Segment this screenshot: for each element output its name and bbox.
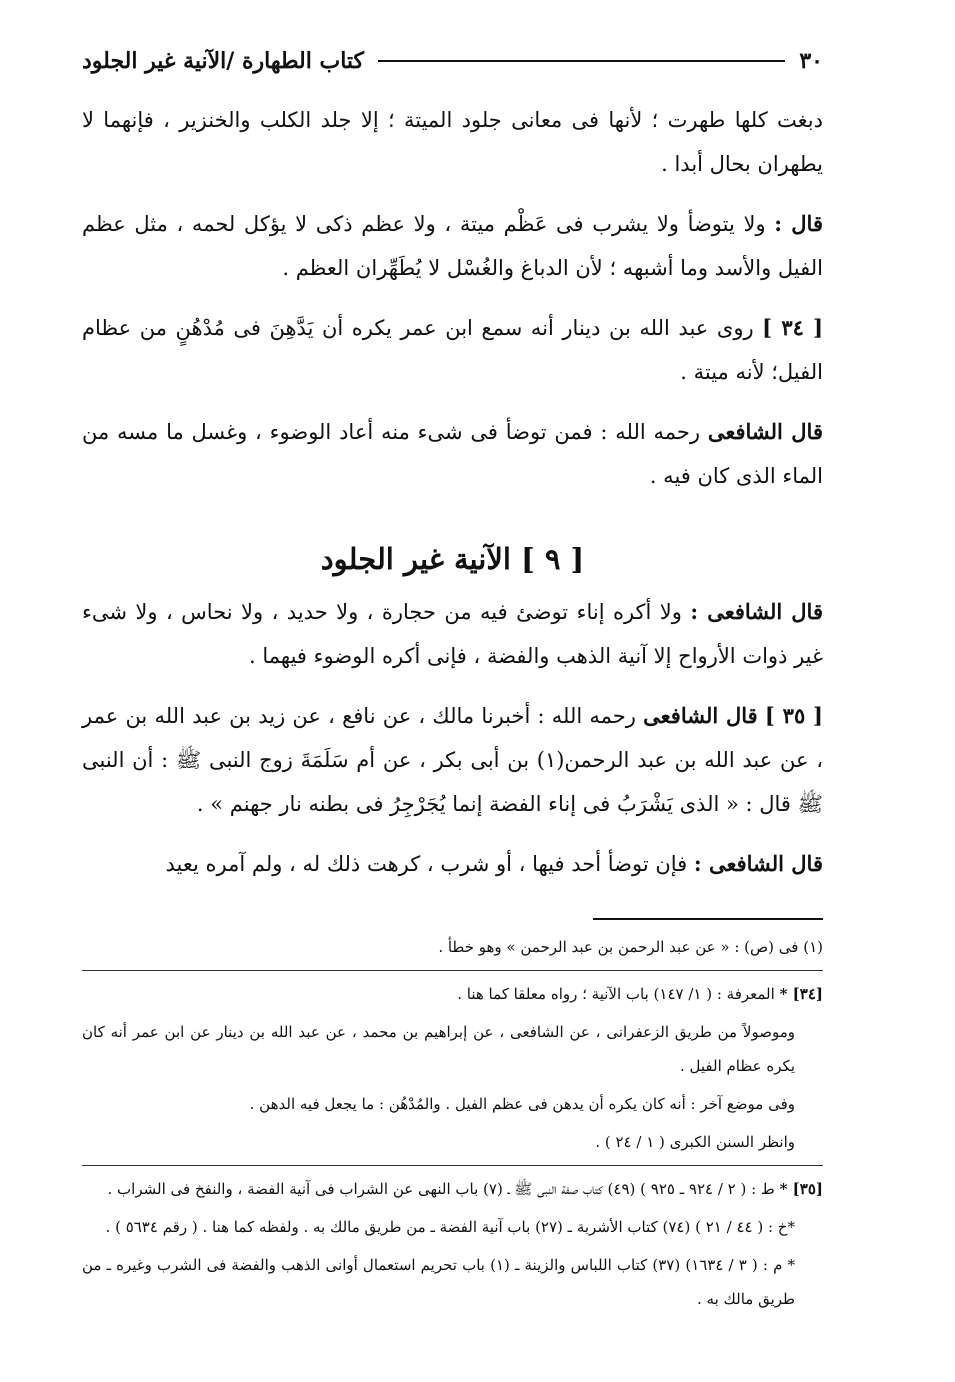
footnote-35-line: *خ : ( ٤٤ / ٢١ ) (٧٤) كتاب الأشربة ـ (٢٧) باب آنية الفضة ـ من طريق مالك به . ولفظه كما هنا . ( رقم ٥٦٣٤ ) . [105,1218,795,1236]
paragraph-text: روى عبد الله بن دينار أنه سمع ابن عمر يكره أن يَدَّهِنَ فى مُدْهُنٍ من عظام الفيل؛ لأنه ميتة . [82,316,823,384]
paragraph-shafii-3 [82,842,823,886]
footnote-34-line: وفى موضع آخر : أنه كان يكره أن يدهن فى عظم الفيل . والمُدْهُن : ما يجعل فيه الدهن . [249,1095,795,1113]
page-header [82,48,823,74]
running-title: كتاب الطهارة /الآنية غير الجلود [82,48,365,74]
paragraph-lead: قال الشافعى : [693,851,823,876]
paragraph-text: رحمه الله : فمن توضأ فى شىء منه أعاد الوضوء ، وغسل ما مسه من الماء الذى كان فيه . [82,420,823,488]
paragraph-lead: قال الشافعى [643,703,758,728]
paragraph-lead: قال الشافعى : [690,599,823,624]
paragraph-text: دبغت كلها طهرت ؛ لأنها فى معانى جلود الميتة ؛ إلا جلد الكلب والخنزير ، فإنهما لا يطهران بحال أبدا . [82,108,823,176]
footnote-text: المعرفة : ( ١/ ١٤٧) باب الآنية ؛ رواه معلقا كما هنا . [457,985,775,1003]
paragraph-lead: قال : [774,211,823,236]
footnote-mark: [٣٤] * [779,985,823,1003]
paragraph-text: فإن توضأ أحد فيها ، أو شرب ، كرهت ذلك له ، ولم آمره يعيد [165,852,688,876]
paragraph-lead: قال الشافعى [707,419,823,444]
header-rule [378,60,785,62]
footnote-divider [82,970,823,971]
footnote-divider [82,1165,823,1166]
paragraph-text: رحمه الله : أخبرنا مالك ، عن نافع ، عن زيد بن عبد الله بن عمر ، عن عبد الله بن عبد الرحمن(١) بن أبى بكر ، عن أم سَلَمَةَ زوج النبى ﷺ : أن النبى ﷺ قال : « الذى يَشْرَبُ فى إناء الفضة إنما يُجَرْجِرُ فى بطنه نار جهنم » . [82,704,823,816]
footnote-35-line [82,1172,823,1206]
footnote-1: (١) فى (ص) : « عن عبد الرحمن بن عبد الرحمن » وهو خطأ . [438,938,823,956]
footnote-34-line: وانظر السنن الكبرى ( ١ / ٢٤ ) . [595,1133,795,1151]
hadith-number: [ ٣٥ ] [764,703,823,728]
footnote-34-line: وموصولاً من طريق الزعفرانى ، عن الشافعى ، عن إبراهيم بن محمد ، عن عبد الله بن دينار عن ابن عمر أنه كان يكره عظام الفيل . [82,1023,795,1075]
paragraph-text: ولا أكره إناء توضئ فيه من حجارة ، ولا حديد ، ولا نحاس ، ولا شىء غير ذوات الأرواح إلا آنية الذهب والفضة ، فإنى أكره الوضوء فيهما . [82,600,823,668]
paragraph-continuation [82,98,823,186]
footnote-text: ط : ( ٢ / ٩٢٤ ـ ٩٢٥ ) (٤٩) كتاب صفة النبى ﷺ ـ (٧) باب النهى عن الشراب فى آنية الفضة ، والنفخ فى الشراب . [107,1180,775,1198]
hadith-number: [ ٣٤ ] [762,315,824,340]
footnote-34-line [82,977,823,1011]
page-number: ٣٠ [799,48,823,74]
paragraph-shafii-1 [82,410,823,498]
section-title: [ ٩ ] الآنية غير الجلود [320,542,585,576]
footnote-rule [593,918,823,920]
paragraph-35 [82,694,823,826]
paragraph-34 [82,306,823,394]
paragraph-qala [82,202,823,290]
paragraph-shafii-2 [82,590,823,678]
footnote-35-line: * م : ( ٣ / ١٦٣٤) (٣٧) كتاب اللباس والزينة ـ (١) باب تحريم استعمال أوانى الذهب والفضة فى الشرب وغيره ـ من طريق مالك به . [82,1256,795,1308]
footnote-mark: [٣٥] * [779,1180,823,1198]
paragraph-text: ولا يتوضأ ولا يشرب فى عَظْم ميتة ، ولا عظم ذكى لا يؤكل لحمه ، مثل عظم الفيل والأسد وما أشبهه ؛ لأن الدباغ والغُسْل لا يُطَهِّران العظم . [82,212,823,280]
